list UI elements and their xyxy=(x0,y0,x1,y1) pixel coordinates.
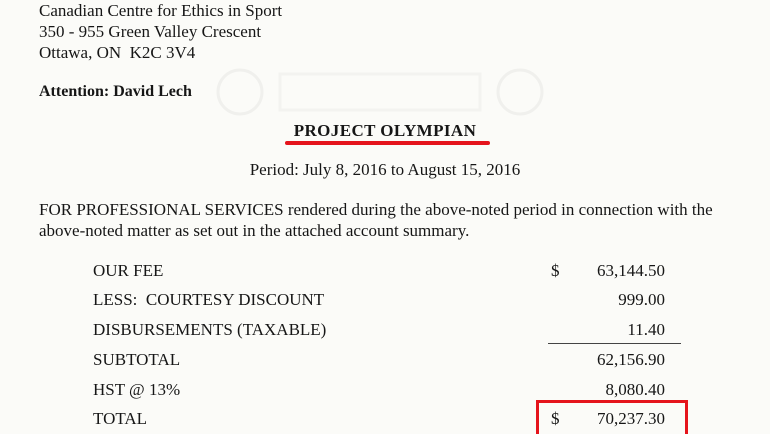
fee-amount: 62,156.90 xyxy=(597,350,665,369)
fee-label: TOTAL xyxy=(93,409,148,428)
fee-amount: 70,237.30 xyxy=(597,409,665,428)
fee-label: HST @ 13% xyxy=(93,380,181,399)
fee-currency: $ xyxy=(551,261,560,280)
project-title: PROJECT OLYMPIAN xyxy=(293,121,477,140)
address-line-1: Canadian Centre for Ethics in Sport xyxy=(39,1,283,20)
billing-period: Period: July 8, 2016 to August 15, 2016 xyxy=(249,160,521,179)
address-line-2: 350 - 955 Green Valley Crescent xyxy=(39,22,262,41)
fee-label: LESS: COURTESY DISCOUNT xyxy=(93,290,325,309)
fee-amount: 63,144.50 xyxy=(597,261,665,280)
recipient-address xyxy=(39,0,282,63)
fee-amount: 999.00 xyxy=(618,290,665,309)
attention-line: Attention: David Lech xyxy=(39,83,192,100)
subtotal-rule xyxy=(548,343,681,344)
fee-label: OUR FEE xyxy=(93,261,164,280)
fee-label: DISBURSEMENTS (TAXABLE) xyxy=(93,320,327,339)
fee-label: SUBTOTAL xyxy=(93,350,181,369)
fee-amount: 11.40 xyxy=(627,320,665,339)
watermark-crest-icon xyxy=(210,62,550,122)
fee-currency: $ xyxy=(551,409,560,428)
services-description: FOR PROFESSIONAL SERVICES rendered during the above-noted period in connection with the above-noted matter as set out in the attached account summary. xyxy=(39,200,713,240)
total-highlight-box xyxy=(536,400,688,434)
fee-amount: 8,080.40 xyxy=(605,380,665,399)
project-title-highlight xyxy=(285,141,490,145)
address-line-3: Ottawa, ON K2C 3V4 xyxy=(39,43,196,62)
